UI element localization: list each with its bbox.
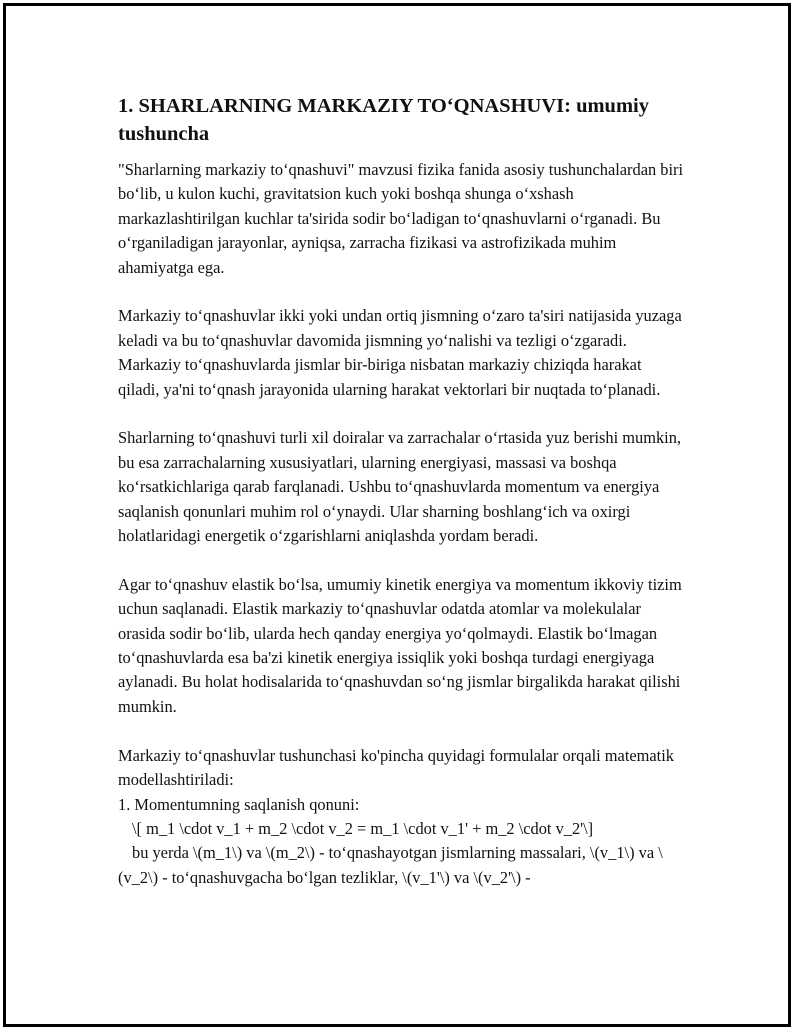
paragraph-4: Agar to‘qnashuv elastik bo‘lsa, umumiy kinetik energiya va momentum ikkoviy tizim uchun saqlanadi. Elastik markaziy to‘qnashuvlar odatda atomlar va molekulalar orasida sodir bo‘lib, ularda hech qanday energiya yo‘qolmaydi. Elastik bo‘lmagan to‘qnashuvlarda esa ba'zi kinetik energiya issiqlik yoki boshqa turdagi energiyaga aylanadi. Bu holat hodisalarida to‘qnashuvdan so‘ng jismlar birgalikda harakat qilishi mumkin.: [118, 574, 682, 716]
paragraph-2: Markaziy to‘qnashuvlar ikki yoki undan ortiq jismning o‘zaro ta'siri natijasida yuzaga keladi va bu to‘qnashuvlar davomida jismning yo‘nalishi va tezligi o‘zgaradi. Markaziy to‘qnashuvlarda jismlar bir-biriga nisbatan markaziy chiziqda harakat qiladi, ya'ni to‘qnash jarayonida ularning harakat vektorlari bir nuqtada to‘planadi.: [118, 306, 682, 399]
paragraph-1: "Sharlarning markaziy to‘qnashuvi" mavzusi fizika fanida asosiy tushunchalardan biri bo‘lib, u kulon kuchi, gravitatsion kuch yoki boshqa shunga o‘xshash markazlashtirilgan kuchlar ta'sirida sodir bo‘ladigan to‘qnashuvlarni o‘rganadi. Bu o‘rganiladigan jarayonlar, ayniqsa, zarracha fizikasi va astrofizikada muhim ahamiyatga ega.: [118, 160, 684, 277]
paragraph-3: Sharlarning to‘qnashuvi turli xil doiralar va zarrachalar o‘rtasida yuz berishi mumkin, bu esa zarrachalarning xususiyatlari, ularning energiyasi, massasi va boshqa ko‘rsatkichlariga qarab farqlanadi. Ushbu to‘qnashuvlarda momentum va energiya saqlanish qonunlari muhim rol o‘ynaydi. Ular sharning boshlang‘ich va oxirgi holatlaridagi energetik o‘zgarishlarni aniqlashda yordam beradi.: [118, 428, 682, 546]
document-body: [118, 92, 686, 890]
momentum-formula: \[ m_1 \cdot v_1 + m_2 \cdot v_2 = m_1 \cdot v_1' + m_2 \cdot v_2'\]: [132, 818, 594, 838]
formula-explanation: bu yerda \(m_1\) va \(m_2\) - to‘qnashayotgan jismlarning massalari, \(v_1\) va \(v_2\) - to‘qnashuvgacha bo‘lgan tezliklar, \(v_1'\) va \(v_2'\) -: [118, 843, 663, 887]
formula-section: [118, 744, 686, 890]
section-heading: 1. SHARLARNING MARKAZIY TO‘QNASHUVI: umumiy tushuncha: [118, 95, 649, 145]
list-item-momentum: 1. Momentumning saqlanish qonuni:: [118, 794, 360, 814]
formula-intro: Markaziy to‘qnashuvlar tushunchasi ko'pincha quyidagi formulalar orqali matematik modellashtiriladi:: [118, 745, 674, 790]
